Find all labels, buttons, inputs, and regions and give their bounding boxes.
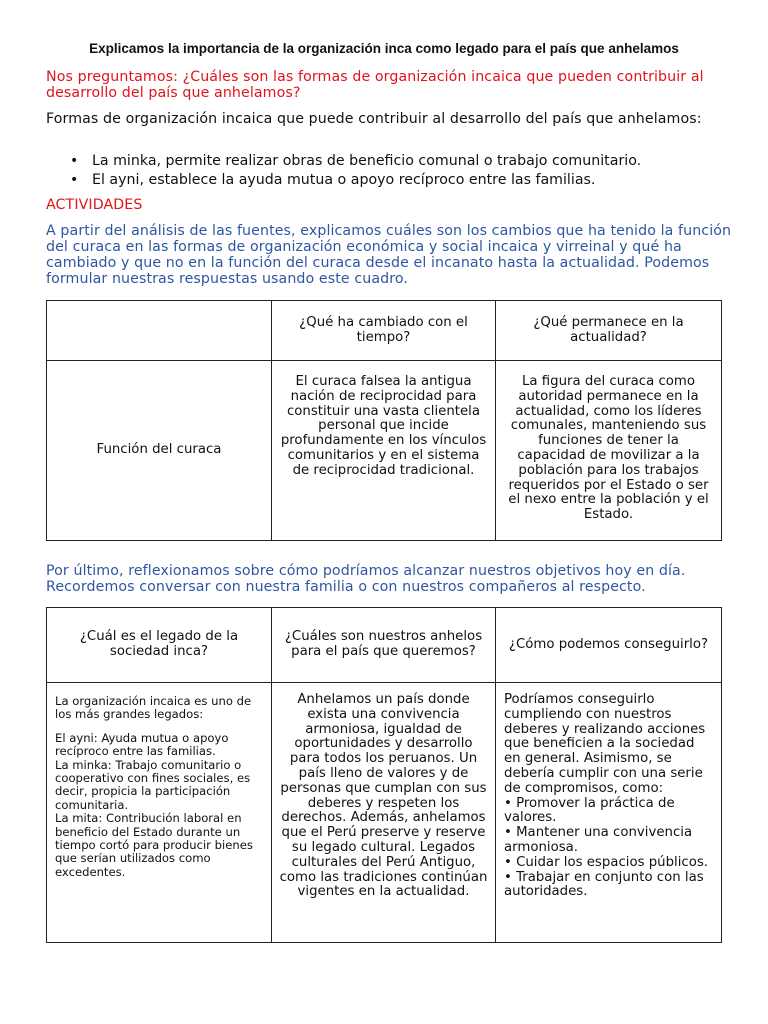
how-item: • Trabajar en conjunto con las autoridades. bbox=[504, 869, 704, 900]
activities-heading: ACTIVIDADES bbox=[46, 197, 143, 213]
table-header-cell: ¿Qué permanece en la actualidad? bbox=[496, 301, 722, 361]
intro-text: Formas de organización incaica que puede contribuir al desarrollo del país que anhelamos: bbox=[46, 111, 702, 127]
table-header-cell: ¿Qué ha cambiado con el tiempo? bbox=[272, 301, 496, 361]
how-item: • Promover la práctica de valores. bbox=[504, 795, 675, 826]
list-item: • El ayni, establece la ayuda mutua o apoyo recíproco entre las familias. bbox=[70, 171, 730, 190]
legacy-table bbox=[46, 607, 722, 943]
how-intro: Podríamos conseguirlo cumpliendo con nuestros deberes y realizando acciones que beneficien a la sociedad en general. Asimismo, se debería cumplir con una serie de compromisos, como: bbox=[504, 692, 706, 796]
activities-text: A partir del análisis de las fuentes, explicamos cuáles son los cambios que ha tenido la función del curaca en las formas de organización económica y social incaica y virreinal y qué ha cambiado y que no en la función del curaca desde el incanato hasta la actualidad. Podemos formular nuestras respuestas usando este cuadro. bbox=[46, 223, 732, 287]
curaca-table bbox=[46, 300, 722, 541]
table-header-cell bbox=[47, 301, 272, 361]
how-item: • Cuidar los espacios públicos. bbox=[504, 854, 709, 870]
legacy-cell bbox=[47, 683, 272, 943]
table-header-cell: ¿Cuáles son nuestros anhelos para el país que queremos? bbox=[272, 608, 496, 683]
table-header-cell: ¿Cómo podemos conseguirlo? bbox=[496, 608, 722, 683]
how-cell bbox=[496, 683, 722, 943]
legacy-item: El ayni: Ayuda mutua o apoyo recíproco entre las familias. bbox=[55, 730, 229, 759]
row-label: Función del curaca bbox=[47, 361, 272, 541]
page-title: Explicamos la importancia de la organización inca como legado para el país que anhelamos bbox=[89, 41, 679, 56]
legacy-item: La mita: Contribución laboral en beneficio del Estado durante un tiempo cortó para producir bienes que serían utilizados como excedentes. bbox=[55, 811, 253, 879]
legacy-item: La minka: Trabajo comunitario o cooperativo con fines sociales, es decir, propicia la participación comunitaria. bbox=[55, 757, 251, 812]
organization-list bbox=[70, 152, 730, 190]
remains-cell: La figura del curaca como autoridad permanece en la actualidad, como los líderes comunales, manteniendo sus funciones de tener la capacidad de movilizar a la población para los trabajos requeridos por el Estado o ser el nexo entre la población y el Estado. bbox=[496, 361, 722, 541]
wishes-cell: Anhelamos un país donde exista una convivencia armoniosa, igualdad de oportunidades y desarrollo para todos los peruanos. Un país lleno de valores y de personas que cumplan con sus deberes y respeten los derechos. Además, anhelamos que el Perú preserve y reserve su legado cultural. Legados culturales del Perú Antiguo, como las tradiciones continúan vigentes en la actualidad. bbox=[272, 683, 496, 943]
table-header-cell: ¿Cuál es el legado de la sociedad inca? bbox=[47, 608, 272, 683]
how-item: • Mantener una convivencia armoniosa. bbox=[504, 825, 693, 855]
list-item: • La minka, permite realizar obras de beneficio comunal o trabajo comunitario. bbox=[70, 152, 730, 171]
reflection-text: Por último, reflexionamos sobre cómo podríamos alcanzar nuestros objetivos hoy en día. Recordemos conversar con nuestra familia o con nuestros compañeros al respecto. bbox=[46, 563, 686, 595]
legacy-intro: La organización incaica es uno de los más grandes legados: bbox=[55, 694, 252, 722]
guiding-question: Nos preguntamos: ¿Cuáles son las formas de organización incaica que pueden contribuir al desarrollo del país que anhelamos? bbox=[46, 69, 704, 101]
changed-cell: El curaca falsea la antigua nación de reciprocidad para constituir una vasta clientela personal que incide profundamente en los vínculos comunitarios y en el sistema de reciprocidad tradicional. bbox=[272, 361, 496, 541]
